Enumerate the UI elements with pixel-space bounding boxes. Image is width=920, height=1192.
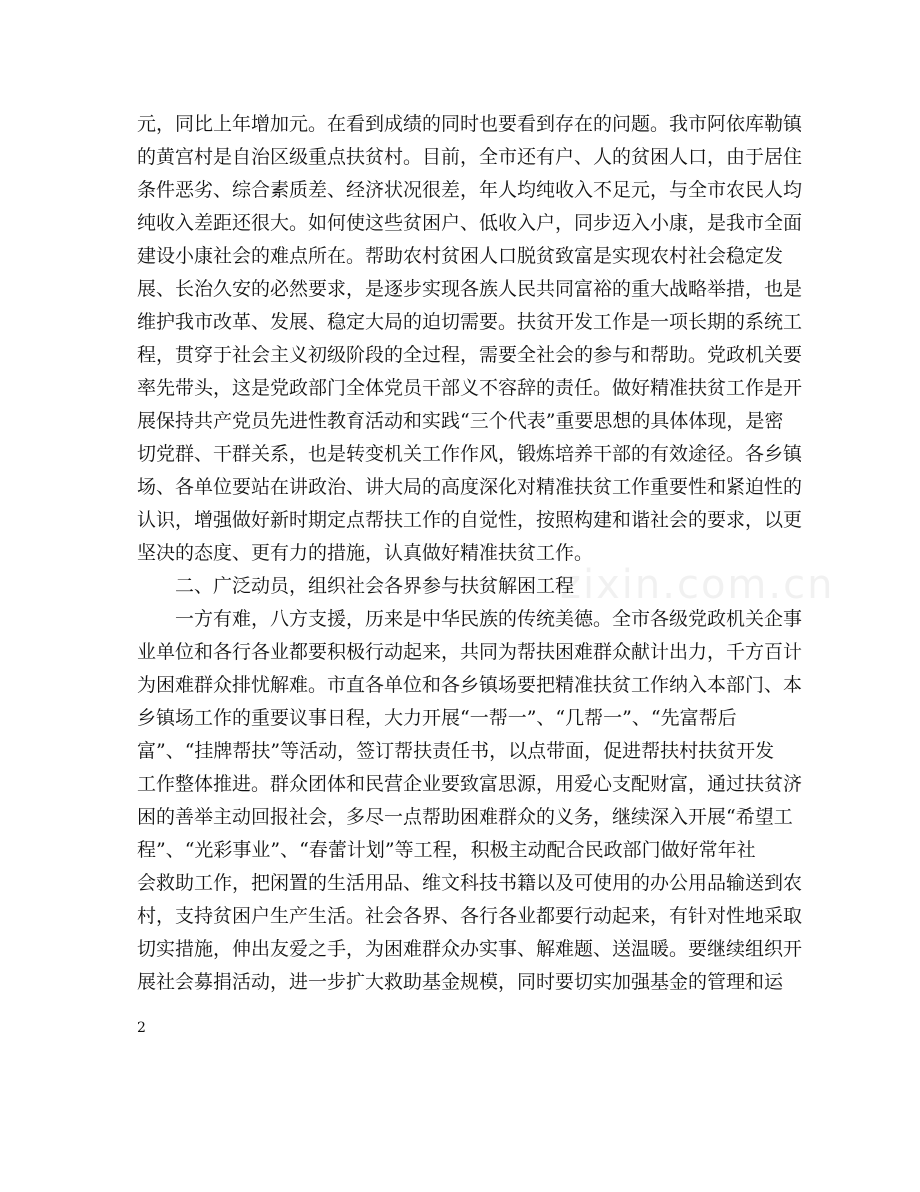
text-line: 场、各单位要站在讲政治、讲大局的高度深化对精准扶贫工作重要性和紧迫性的 [137,476,803,498]
text-line: 维护我市改革、发展、稳定大局的迫切需要。扶贫开发工作是一项长期的系统工 [137,311,803,333]
text-line: 元，同比上年增加元。在看到成绩的同时也要看到存在的问题。我市阿依库勒镇 [137,113,803,135]
text-line: 认识，增强做好新时期定点帮扶工作的自觉性，按照构建和谐社会的要求，以更 [137,509,803,531]
text-line: 切党群、干群关系，也是转变机关工作作风，锻炼培养干部的有效途径。各乡镇 [137,443,803,465]
text-line: 富”、“挂牌帮扶”等活动，签订帮扶责任书，以点带面，促进帮扶村扶贫开发 [137,740,775,762]
text-line: 乡镇场工作的重要议事日程，大力开展“一帮一”、“几帮一”、“先富帮后 [137,707,737,729]
paragraph-start-line: 一方有难，八方支援，历来是中华民族的传统美德。全市各级党政机关企事 [175,608,803,630]
text-line: 业单位和各行各业都要积极行动起来，共同为帮扶困难群众献计出力，千方百计 [137,641,803,663]
text-line: 展、长治久安的必然要求，是逐步实现各族人民共同富裕的重大战略举措，也是 [137,278,803,300]
body-text [137,108,803,999]
text-line: 率先带头，这是党政部门全体党员干部义不容辞的责任。做好精准扶贫工作是开 [137,377,803,399]
page-number: 2 [137,1020,146,1036]
text-line: 困的善举主动回报社会，多尽一点帮助困难群众的义务，继续深入开展“希望工 [137,806,793,828]
text-line: 程”、“光彩事业”、“春蕾计划”等工程，积极主动配合民政部门做好常年社 [137,839,756,861]
text-line: 条件恶劣、综合素质差、经济状况很差，年人均纯收入不足元，与全市农民人均 [137,179,803,201]
text-line: 建设小康社会的难点所在。帮助农村贫困人口脱贫致富是实现农村社会稳定发 [137,245,784,267]
text-line: 的黄宫村是自治区级重点扶贫村。目前，全市还有户、人的贫困人口，由于居住 [137,146,803,168]
text-line: 展社会募捐活动，进一步扩大救助基金规模，同时要切实加强基金的管理和运 [137,971,784,993]
watermark: zixin.com.cn [560,562,835,608]
text-line: 会救助工作，把闲置的生活用品、维文科技书籍以及可使用的办公用品输送到农 [137,872,803,894]
text-line: 纯收入差距还很大。如何使这些贫困户、低收入户，同步迈入小康，是我市全面 [137,212,803,234]
text-line: 切实措施，伸出友爱之手，为困难群众办实事、解难题、送温暖。要继续组织开 [137,938,803,960]
text-line: 展保持共产党员先进性教育活动和实践“三个代表”重要思想的具体体现，是密 [137,410,784,432]
text-line: 村，支持贫困户生产生活。社会各界、各行各业都要行动起来，有针对性地采取 [137,905,803,927]
paragraph-start-line: 二、广泛动员，组织社会各界参与扶贫解困工程 [175,575,575,597]
text-line: 为困难群众排忧解难。市直各单位和各乡镇场要把精准扶贫工作纳入本部门、本 [137,674,803,696]
text-line: 工作整体推进。群众团体和民营企业要致富思源，用爱心支配财富，通过扶贫济 [137,773,803,795]
text-line: 坚决的态度、更有力的措施，认真做好精准扶贫工作。 [137,542,594,564]
text-line: 程，贯穿于社会主义初级阶段的全过程，需要全社会的参与和帮助。党政机关要 [137,344,803,366]
